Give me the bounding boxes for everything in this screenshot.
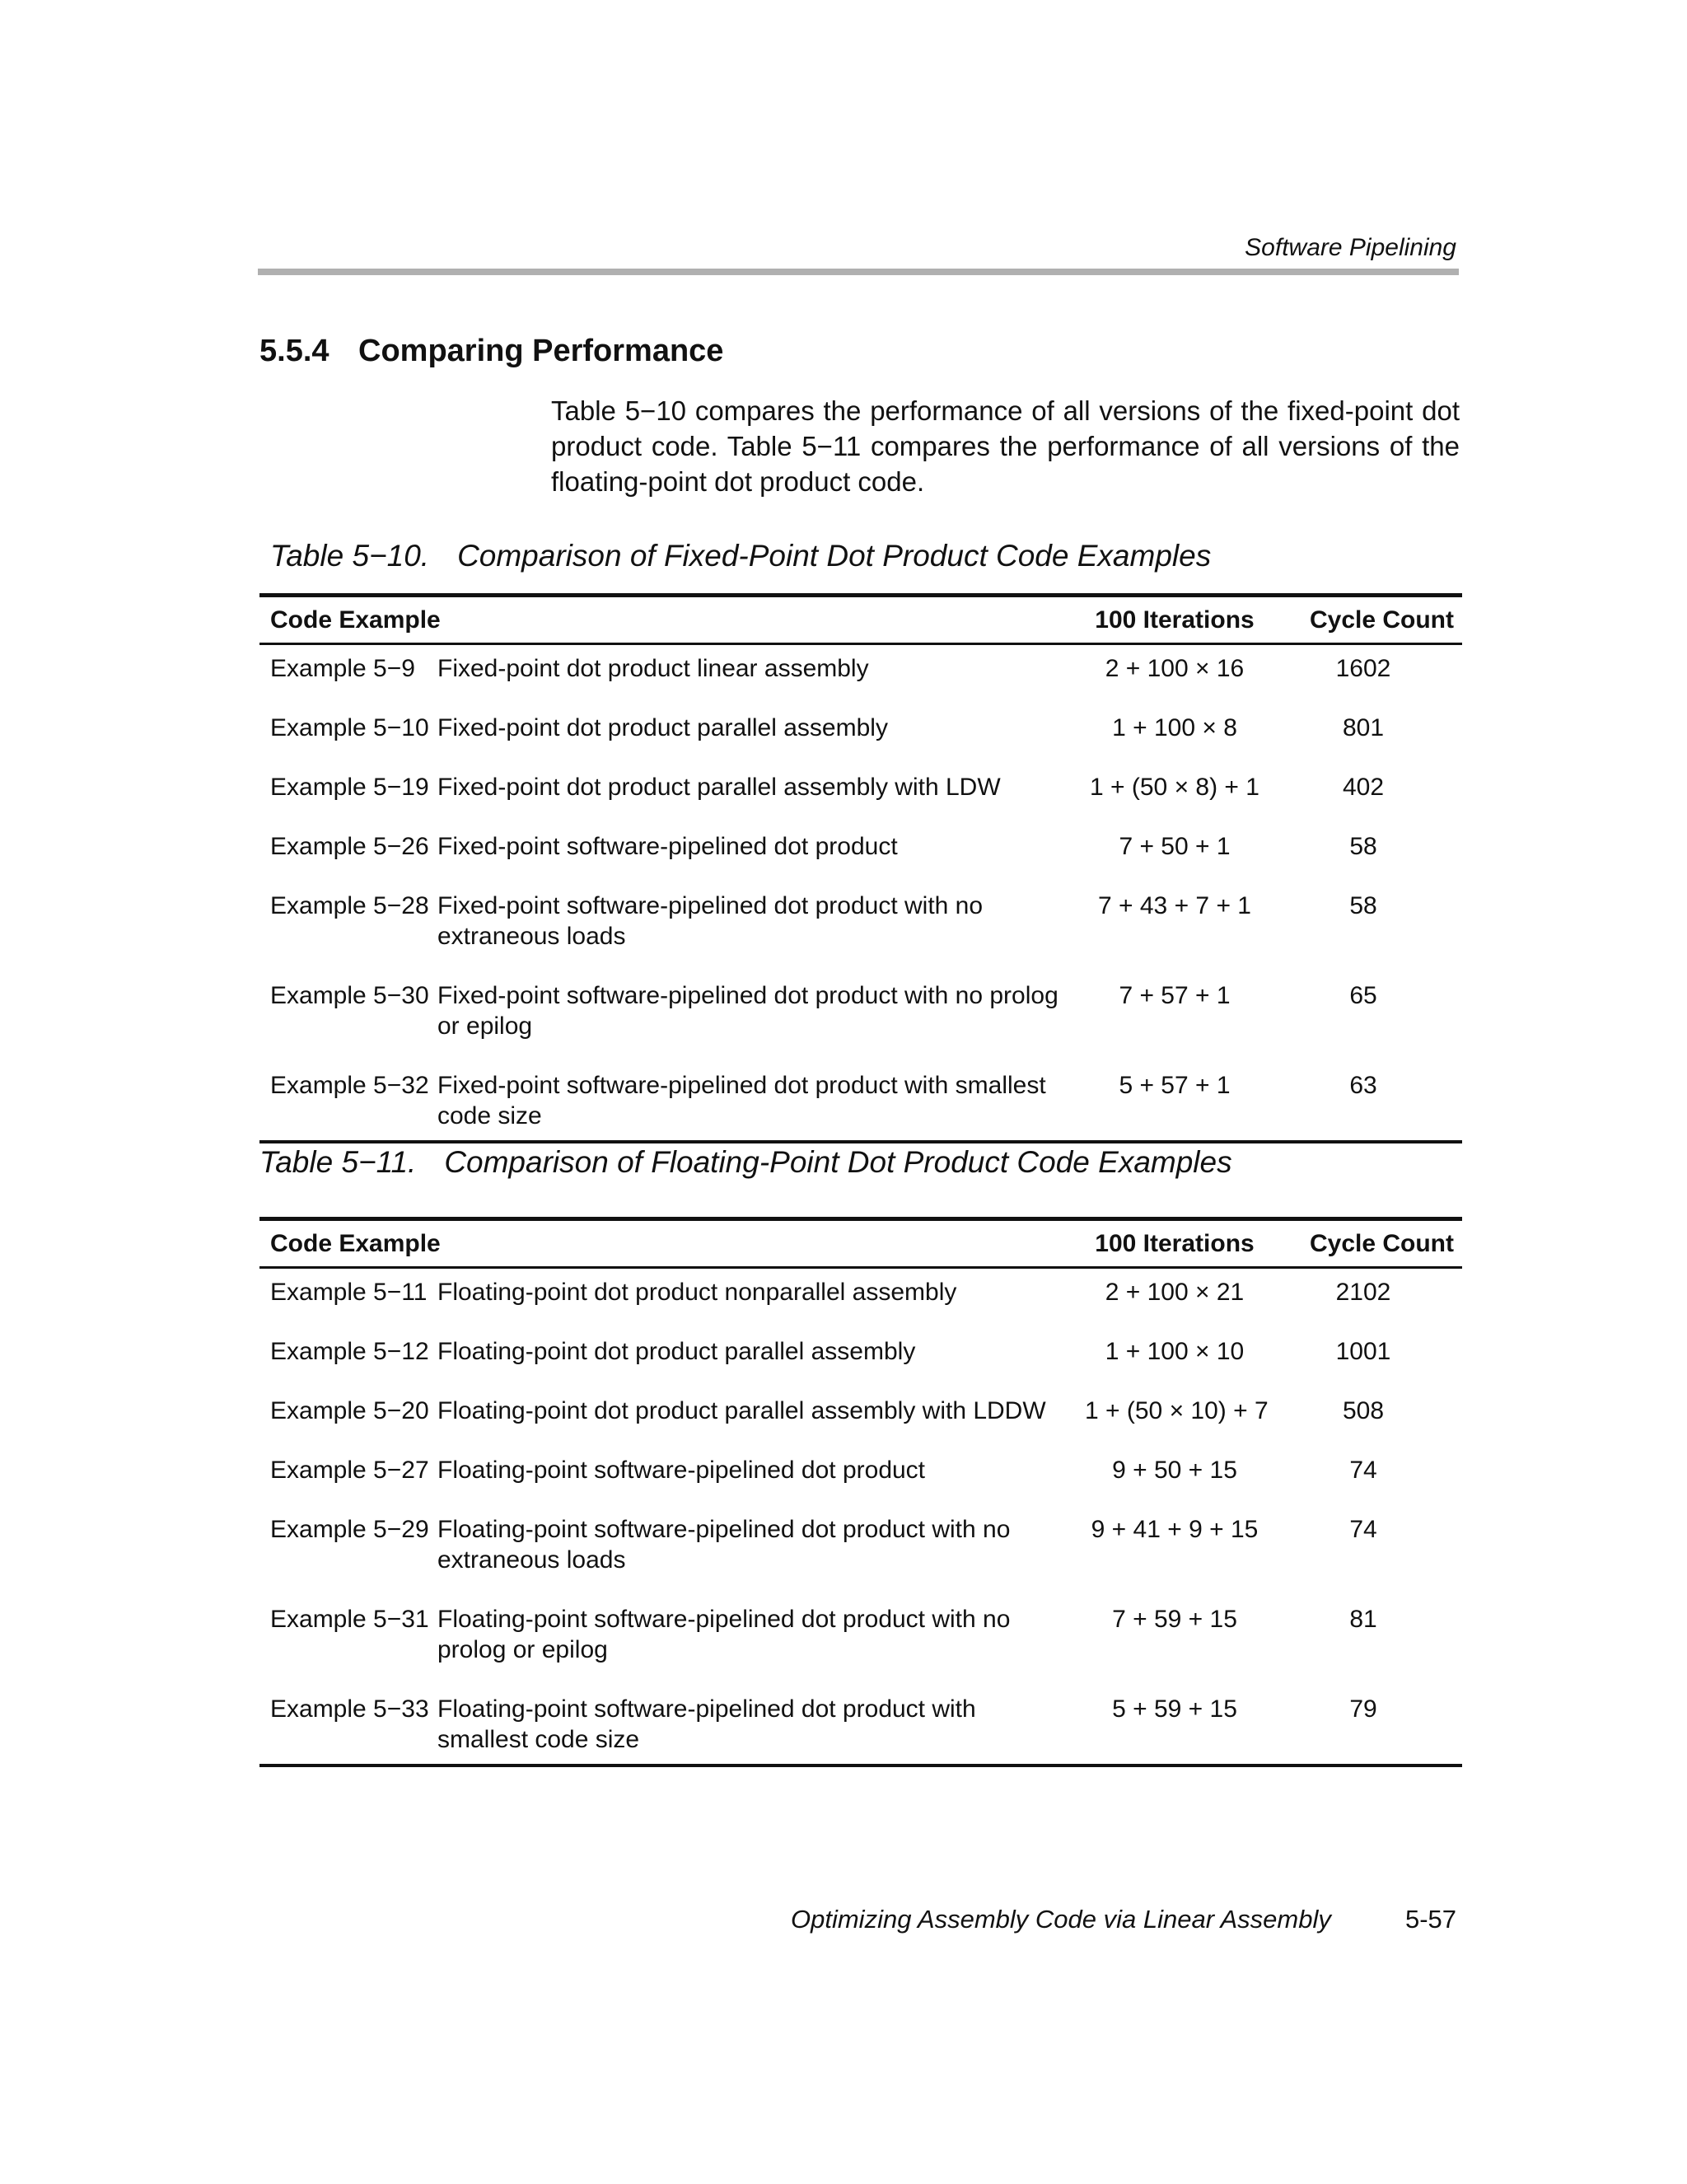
table-label: Table 5−11. xyxy=(259,1145,417,1179)
header-iterations: 100 Iterations xyxy=(1095,606,1255,634)
cell-iterations: 7 + 59 + 15 xyxy=(1112,1606,1237,1633)
cell-description: Fixed-point software-pipelined dot product xyxy=(437,833,898,860)
cell-code-example: Example 5−29 xyxy=(270,1516,429,1543)
cell-code-example: Example 5−31 xyxy=(270,1606,429,1633)
table-label: Table 5−10. xyxy=(270,539,430,573)
fixed-point-table xyxy=(259,593,1462,1143)
cell-iterations: 1 + (50 × 8) + 1 xyxy=(1090,774,1259,801)
table-row xyxy=(259,1330,1462,1389)
cell-cycle-count: 74 xyxy=(1349,1516,1377,1543)
cell-cycle-count: 81 xyxy=(1349,1606,1377,1633)
header-rule xyxy=(258,269,1459,275)
table-row xyxy=(259,825,1462,884)
table-row xyxy=(259,1448,1462,1508)
cell-iterations: 9 + 41 + 9 + 15 xyxy=(1091,1516,1259,1543)
cell-iterations: 7 + 43 + 7 + 1 xyxy=(1098,892,1251,919)
table-row xyxy=(259,1268,1462,1331)
table-row xyxy=(259,1597,1462,1687)
cell-iterations: 1 + 100 × 8 xyxy=(1112,714,1237,741)
cell-code-example: Example 5−20 xyxy=(270,1397,429,1424)
table-row xyxy=(259,765,1462,825)
table-row xyxy=(259,706,1462,765)
table-caption-fixed xyxy=(270,539,1211,573)
table-header-row xyxy=(259,1219,1462,1268)
cell-code-example: Example 5−32 xyxy=(270,1072,429,1099)
cell-description: Fixed-point dot product parallel assembly xyxy=(437,714,888,741)
cell-iterations: 9 + 50 + 15 xyxy=(1112,1457,1237,1484)
cell-code-example: Example 5−28 xyxy=(270,892,429,919)
cell-cycle-count: 65 xyxy=(1349,982,1377,1009)
cell-code-example: Example 5−33 xyxy=(270,1695,429,1723)
cell-description: Fixed-point software-pipelined dot product with no prolog or epilog xyxy=(437,982,1058,1040)
cell-description: Fixed-point software-pipelined dot product with no extraneous loads xyxy=(437,892,984,950)
floating-point-table xyxy=(259,1217,1462,1767)
running-header: Software Pipelining xyxy=(1245,234,1456,261)
cell-code-example: Example 5−9 xyxy=(270,655,415,682)
cell-iterations: 5 + 59 + 15 xyxy=(1112,1695,1237,1723)
cell-cycle-count: 63 xyxy=(1349,1072,1377,1099)
page-number: 5-57 xyxy=(1404,1905,1456,1934)
table-row xyxy=(259,884,1462,974)
cell-cycle-count: 74 xyxy=(1349,1457,1377,1484)
cell-iterations: 7 + 57 + 1 xyxy=(1119,982,1231,1009)
cell-code-example: Example 5−26 xyxy=(270,833,429,860)
cell-code-example: Example 5−27 xyxy=(270,1457,429,1484)
table-row xyxy=(259,974,1462,1064)
table-row xyxy=(259,1687,1462,1765)
cell-description: Fixed-point dot product parallel assembly with LDW xyxy=(437,774,1001,801)
cell-cycle-count: 801 xyxy=(1342,714,1385,741)
section-heading xyxy=(259,334,723,369)
cell-cycle-count: 2102 xyxy=(1335,1279,1391,1306)
cell-cycle-count: 58 xyxy=(1349,892,1377,919)
cell-description: Floating-point software-pipelined dot product with no prolog or epilog xyxy=(437,1606,1011,1663)
cell-description: Fixed-point software-pipelined dot product with smallest code size xyxy=(437,1072,1046,1129)
cell-code-example: Example 5−10 xyxy=(270,714,429,741)
cell-cycle-count: 1602 xyxy=(1335,655,1391,682)
header-cycle-count: Cycle Count xyxy=(1309,606,1454,634)
section-title: Comparing Performance xyxy=(358,334,724,368)
cell-description: Floating-point software-pipelined dot product with smallest code size xyxy=(437,1695,976,1753)
table-row xyxy=(259,644,1462,707)
intro-paragraph: Table 5−10 compares the performance of all versions of the fixed-point dot product code. Table 5−11 compares the performance of all versions of the floating-point dot product code. xyxy=(551,395,1460,497)
cell-iterations: 1 + (50 × 10) + 7 xyxy=(1085,1397,1269,1424)
cell-code-example: Example 5−12 xyxy=(270,1338,429,1365)
cell-iterations: 1 + 100 × 10 xyxy=(1105,1338,1245,1365)
header-code-example: Code Example xyxy=(270,606,441,634)
cell-cycle-count: 508 xyxy=(1342,1397,1385,1424)
header-cycle-count: Cycle Count xyxy=(1309,1230,1454,1257)
cell-description: Floating-point dot product parallel assembly xyxy=(437,1338,916,1365)
table-caption-floating xyxy=(259,1145,1232,1180)
cell-description: Floating-point dot product parallel assembly with LDDW xyxy=(437,1397,1046,1424)
table-row xyxy=(259,1064,1462,1142)
header-code-example: Code Example xyxy=(270,1230,441,1257)
section-number: 5.5.4 xyxy=(259,334,329,368)
cell-cycle-count: 58 xyxy=(1349,833,1377,860)
cell-code-example: Example 5−19 xyxy=(270,774,429,801)
cell-description: Floating-point dot product nonparallel assembly xyxy=(437,1279,957,1306)
cell-description: Fixed-point dot product linear assembly xyxy=(437,655,869,682)
cell-cycle-count: 402 xyxy=(1342,774,1385,801)
cell-iterations: 7 + 50 + 1 xyxy=(1119,833,1231,860)
cell-description: Floating-point software-pipelined dot product with no extraneous loads xyxy=(437,1516,1011,1574)
header-iterations: 100 Iterations xyxy=(1095,1230,1255,1257)
footer-title: Optimizing Assembly Code via Linear Assembly xyxy=(791,1905,1331,1934)
cell-cycle-count: 79 xyxy=(1349,1695,1377,1723)
cell-iterations: 2 + 100 × 16 xyxy=(1105,655,1245,682)
cell-code-example: Example 5−11 xyxy=(270,1279,428,1306)
cell-cycle-count: 1001 xyxy=(1335,1338,1391,1365)
cell-iterations: 2 + 100 × 21 xyxy=(1105,1279,1245,1306)
cell-description: Floating-point software-pipelined dot product xyxy=(437,1457,926,1484)
table-header-row xyxy=(259,596,1462,644)
table-row xyxy=(259,1508,1462,1597)
table-title: Comparison of Floating-Point Dot Product Code Examples xyxy=(444,1145,1232,1179)
table-row xyxy=(259,1389,1462,1448)
cell-code-example: Example 5−30 xyxy=(270,982,429,1009)
cell-iterations: 5 + 57 + 1 xyxy=(1119,1072,1231,1099)
table-title: Comparison of Fixed-Point Dot Product Code Examples xyxy=(457,539,1212,573)
